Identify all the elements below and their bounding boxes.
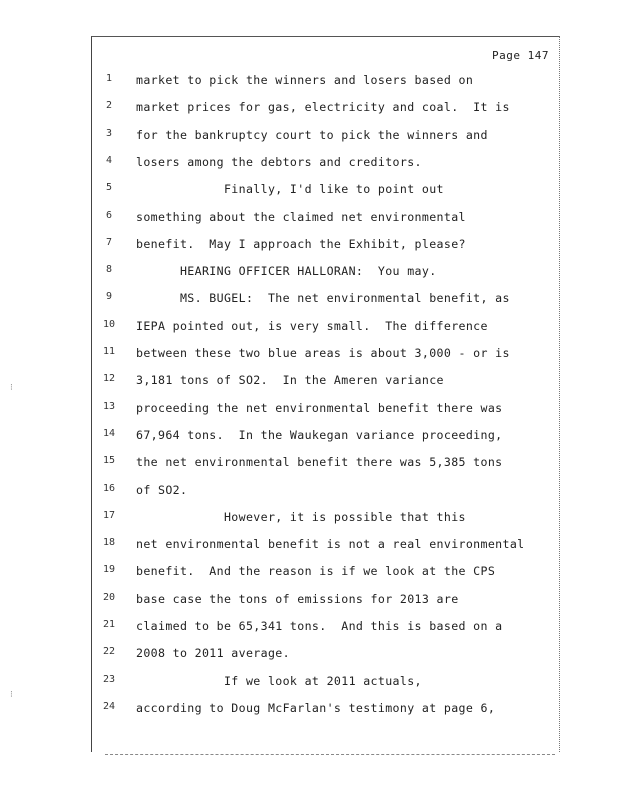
transcript-line <box>92 428 561 448</box>
transcript-line <box>92 346 561 366</box>
transcript-line <box>92 619 561 639</box>
line-number: 16 <box>102 482 116 494</box>
transcript-page <box>91 36 560 752</box>
line-text: losers among the debtors and creditors. <box>136 154 422 169</box>
line-text: However, it is possible that this <box>136 509 466 524</box>
line-text: something about the claimed net environmental <box>136 209 466 224</box>
line-number: 1 <box>105 73 113 84</box>
line-text: net environmental benefit is not a real environmental <box>136 537 525 552</box>
line-number: 20 <box>102 591 116 603</box>
line-number: 3 <box>105 127 113 139</box>
line-number: 11 <box>102 346 116 357</box>
line-number: 15 <box>102 455 116 467</box>
line-number: 23 <box>102 673 116 685</box>
line-text: market to pick the winners and losers based on <box>136 73 474 87</box>
line-number: 8 <box>105 264 113 276</box>
transcript-line <box>92 264 561 284</box>
line-number: 2 <box>105 100 113 112</box>
line-text: IEPA pointed out, is very small. The difference <box>136 318 488 333</box>
transcript-line <box>92 674 561 694</box>
line-number: 10 <box>102 318 116 330</box>
line-number: 17 <box>102 509 116 521</box>
margin-mark-left-lower: ⁝ <box>10 690 13 700</box>
transcript-line <box>92 237 561 257</box>
line-text: Finally, I'd like to point out <box>136 182 444 197</box>
transcript-line <box>92 564 561 584</box>
line-number: 7 <box>105 236 113 248</box>
transcript-line <box>92 182 561 202</box>
line-number: 12 <box>102 373 116 385</box>
line-text: claimed to be 65,341 tons. And this is based on a <box>136 619 503 633</box>
line-text: of SO2. <box>136 482 188 497</box>
transcript-line <box>92 155 561 175</box>
line-text: for the bankruptcy court to pick the winners and <box>136 127 488 142</box>
page-number: Page 147 <box>492 49 549 62</box>
line-text: benefit. May I approach the Exhibit, please? <box>136 236 466 251</box>
transcript-line <box>92 128 561 148</box>
line-number: 18 <box>102 537 116 549</box>
line-text: 67,964 tons. In the Waukegan variance proceeding, <box>136 427 503 442</box>
transcript-line <box>92 100 561 120</box>
transcript-line <box>92 455 561 475</box>
transcript-line <box>92 210 561 230</box>
line-text: If we look at 2011 actuals, <box>136 673 422 688</box>
line-number: 5 <box>105 182 113 194</box>
line-text: 2008 to 2011 average. <box>136 646 290 661</box>
margin-mark-left-upper: ⁝ <box>10 383 13 393</box>
transcript-line <box>92 373 561 393</box>
line-text: proceeding the net environmental benefit there was <box>136 400 503 415</box>
line-text: according to Doug McFarlan's testimony at page 6, <box>136 700 496 715</box>
line-text: market prices for gas, electricity and coal. It is <box>136 100 510 115</box>
line-text: 3,181 tons of SO2. In the Ameren variance <box>136 373 444 388</box>
line-text: the net environmental benefit there was 5,385 tons <box>136 455 503 470</box>
transcript-line <box>92 291 561 311</box>
line-number: 21 <box>102 619 116 630</box>
line-number: 22 <box>102 646 116 658</box>
line-number: 24 <box>102 700 116 712</box>
line-text: base case the tons of emissions for 2013 are <box>136 591 459 606</box>
transcript-line <box>92 592 561 612</box>
line-number: 9 <box>105 291 113 303</box>
line-number: 4 <box>105 154 113 166</box>
transcript-line <box>92 537 561 557</box>
line-number: 19 <box>102 564 116 576</box>
line-number: 13 <box>102 400 116 412</box>
line-text: between these two blue areas is about 3,000 - or is <box>136 346 510 360</box>
line-text: HEARING OFFICER HALLORAN: You may. <box>136 264 437 279</box>
page-bottom-edge <box>105 754 555 755</box>
transcript-line <box>92 510 561 530</box>
line-text: benefit. And the reason is if we look at the CPS <box>136 564 496 579</box>
transcript-line <box>92 646 561 666</box>
line-number: 14 <box>102 427 116 439</box>
transcript-line <box>92 483 561 503</box>
transcript-line <box>92 73 561 93</box>
transcript-line <box>92 319 561 339</box>
transcript-line <box>92 701 561 721</box>
line-number: 6 <box>105 209 113 221</box>
transcript-line <box>92 401 561 421</box>
line-text: MS. BUGEL: The net environmental benefit, as <box>136 291 510 306</box>
